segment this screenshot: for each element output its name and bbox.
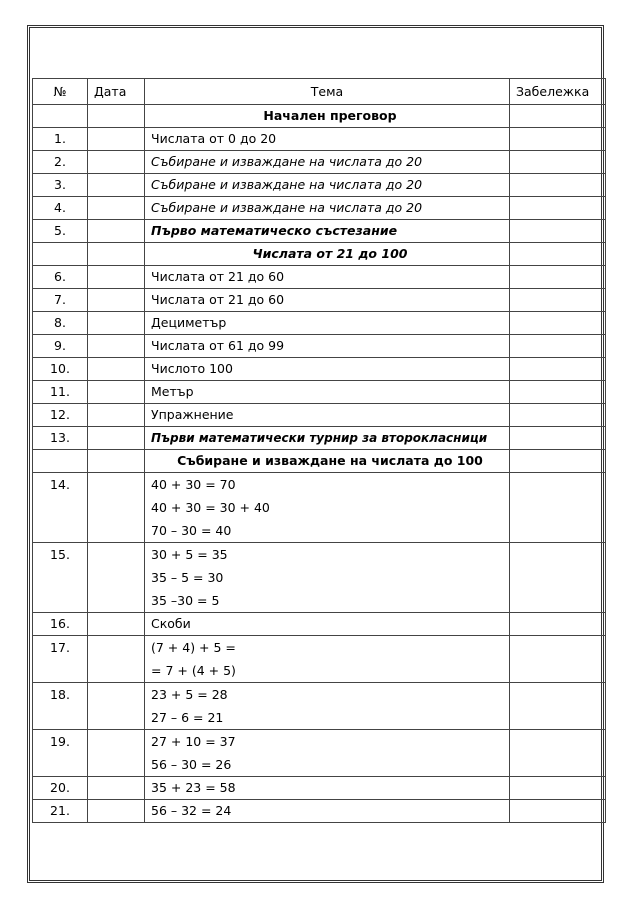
section-row	[33, 450, 606, 473]
table-row	[33, 473, 606, 543]
header-date: Дата	[88, 79, 145, 105]
row-topic: 30 + 5 = 35 35 – 5 = 30 35 –30 = 5	[145, 543, 510, 613]
table-row	[33, 335, 606, 358]
row-num: 3.	[33, 174, 88, 197]
row-num: 21.	[33, 800, 88, 823]
table-row	[33, 613, 606, 636]
table-row	[33, 220, 606, 243]
table-row	[33, 543, 606, 613]
section-row	[33, 243, 606, 266]
section-title: Числата от 21 до 100	[145, 243, 510, 266]
table-row	[33, 683, 606, 730]
row-topic: 23 + 5 = 28 27 – 6 = 21	[145, 683, 510, 730]
table-row	[33, 151, 606, 174]
row-num: 11.	[33, 381, 88, 404]
row-topic: (7 + 4) + 5 = = 7 + (4 + 5)	[145, 636, 510, 683]
row-num: 14.	[33, 473, 88, 543]
row-topic: Първо математическо състезание	[145, 220, 510, 243]
row-topic: 27 + 10 = 37 56 – 30 = 26	[145, 730, 510, 777]
table-row	[33, 730, 606, 777]
row-topic: Упражнение	[145, 404, 510, 427]
row-num: 15.	[33, 543, 88, 613]
table-row	[33, 358, 606, 381]
row-topic: Метър	[145, 381, 510, 404]
table-row	[33, 404, 606, 427]
header-note: Забележка	[510, 79, 606, 105]
row-topic: Дециметър	[145, 312, 510, 335]
row-topic: Числата от 21 до 60	[145, 289, 510, 312]
header-num: №	[33, 79, 88, 105]
table-row	[33, 197, 606, 220]
section-title: Начален преговор	[145, 105, 510, 128]
row-topic: Числото 100	[145, 358, 510, 381]
table-row	[33, 381, 606, 404]
row-num: 2.	[33, 151, 88, 174]
row-num: 20.	[33, 777, 88, 800]
row-topic: Събиране и изваждане на числата до 20	[145, 151, 510, 174]
row-topic: Събиране и изваждане на числата до 20	[145, 174, 510, 197]
row-topic: Числата от 21 до 60	[145, 266, 510, 289]
header-topic: Тема	[145, 79, 510, 105]
row-num: 4.	[33, 197, 88, 220]
table-row	[33, 289, 606, 312]
row-num: 1.	[33, 128, 88, 151]
table-row	[33, 312, 606, 335]
table-row	[33, 800, 606, 823]
row-topic: 56 – 32 = 24	[145, 800, 510, 823]
row-num: 10.	[33, 358, 88, 381]
row-topic: 40 + 30 = 70 40 + 30 = 30 + 40 70 – 30 = 40	[145, 473, 510, 543]
row-topic: Числата от 61 до 99	[145, 335, 510, 358]
row-num: 7.	[33, 289, 88, 312]
table-row	[33, 266, 606, 289]
row-topic: Първи математически турнир за второкласници	[145, 427, 510, 450]
row-num: 17.	[33, 636, 88, 683]
row-num: 6.	[33, 266, 88, 289]
row-num: 13.	[33, 427, 88, 450]
table-row	[33, 427, 606, 450]
row-num: 5.	[33, 220, 88, 243]
row-topic: Скоби	[145, 613, 510, 636]
table-row	[33, 777, 606, 800]
row-num: 9.	[33, 335, 88, 358]
row-topic: Събиране и изваждане на числата до 20	[145, 197, 510, 220]
row-num: 18.	[33, 683, 88, 730]
row-num: 19.	[33, 730, 88, 777]
lesson-plan-table	[32, 78, 606, 823]
row-num: 12.	[33, 404, 88, 427]
row-num: 16.	[33, 613, 88, 636]
section-row	[33, 105, 606, 128]
header-row	[33, 79, 606, 105]
table-row	[33, 128, 606, 151]
section-title: Събиране и изваждане на числата до 100	[145, 450, 510, 473]
row-num: 8.	[33, 312, 88, 335]
table-row	[33, 174, 606, 197]
table-row	[33, 636, 606, 683]
row-topic: 35 + 23 = 58	[145, 777, 510, 800]
row-topic: Числата от 0 до 20	[145, 128, 510, 151]
